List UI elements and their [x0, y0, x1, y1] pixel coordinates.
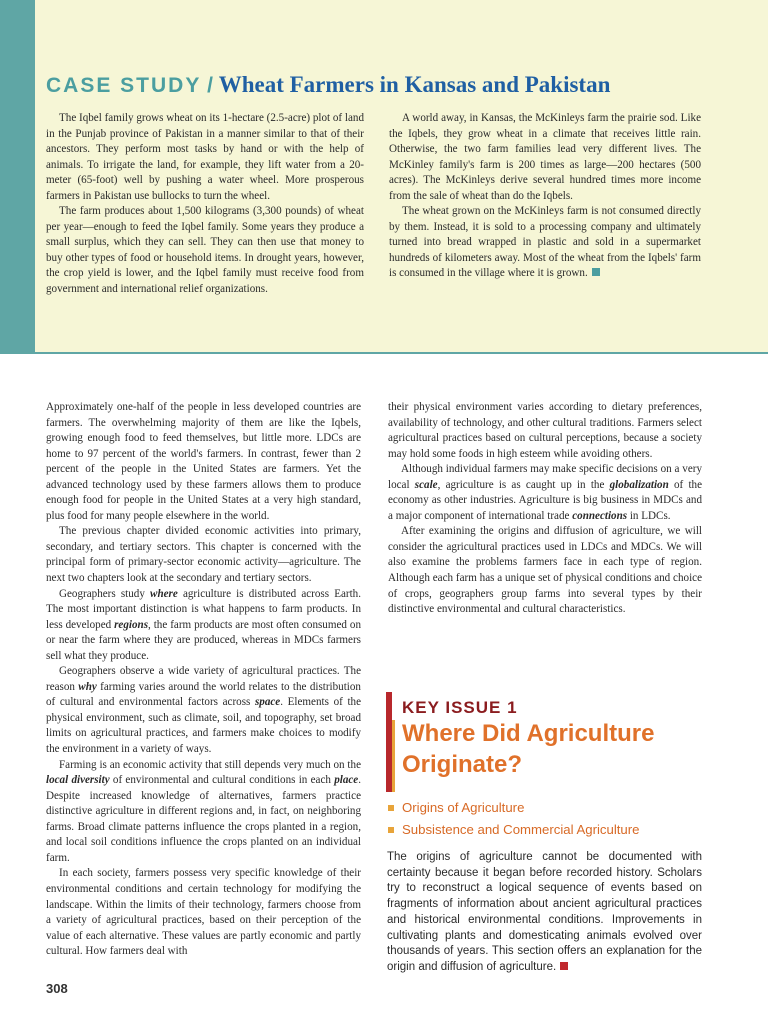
case-study-heading	[46, 70, 610, 101]
case-paragraph	[389, 204, 701, 282]
topic-item: Subsistence and Commercial Agriculture	[388, 819, 708, 841]
keyword-scale: scale	[414, 478, 438, 491]
keyword-why: why	[78, 680, 97, 693]
keyword-space: space	[254, 696, 281, 709]
body-paragraph: Although individual farmers may make specific decisions on a very local scale, agriculture is as caught up in the globalization of the economy as other industries. Agriculture is big business in MDCs and a major component of international trade connections in LDCs.	[388, 463, 703, 522]
teal-margin-bar	[0, 0, 35, 354]
keyword-where: where	[150, 587, 178, 600]
keyword-globalization: globalization	[609, 478, 669, 491]
end-mark-icon	[560, 962, 568, 970]
case-paragraph: The Iqbel family grows wheat on its 1-hectare (2.5-acre) plot of land in the Punjab province of Pakistan in a manner similar to that of their ancestors. They perform most tasks by hand or with the help of animals. To irrigate the land, for example, they lift water from a 20-meter (65-foot) well by pushing a water wheel. More prosperous farmers in Pakistan use bullocks to turn the wheel.	[46, 112, 364, 202]
body-paragraph: their physical environment varies according to dietary preferences, availability of technology, and other cultural traditions. Farmers select agricultural practices based on cultural perceptions, because a society may hold some foods in high esteem while avoiding others.	[388, 401, 702, 460]
topic-item: Origins of Agriculture	[388, 797, 708, 819]
heading-separator: /	[207, 74, 213, 97]
body-paragraph: After examining the origins and diffusion of agriculture, we will consider the agricultural practices used in LDCs and MDCs. We will also examine the problems farmers face in each type of region. Although each farm has a unique set of physical conditions and choice of crops, geographers group farms into several types by their distinctive environmental and cultural characteristics.	[388, 525, 702, 616]
square-bullet-icon	[388, 805, 394, 811]
case-study-right-column	[389, 111, 701, 282]
case-study-label: CASE STUDY	[46, 74, 202, 97]
case-paragraph-text: The wheat grown on the McKinleys farm is not consumed directly by them. Instead, it is sold to a processing company and ultimately turned into bread wrapped in plastic and sold in a supermarket hundreds of kilometers away. Most of the wheat from the Iqbels' farm is consumed in the village where it is grown.	[389, 205, 701, 280]
case-paragraph: A world away, in Kansas, the McKinleys farm the prairie sod. Like the Iqbels, they grow wheat in a climate that receives little rain. Otherwise, the two farm families lead very different lives. The McKinley family's farm is 200 times as large—200 hectares (500 acres). The McKinleys derive several hundred times more income from the sale of wheat than do the Iqbels.	[389, 112, 701, 202]
key-issue-label: KEY ISSUE 1	[402, 698, 518, 717]
body-paragraph: Farming is an economic activity that still depends very much on the local diversity of environmental and cultural conditions in each place. Despite increased knowledge of alternatives, farmers practice distinctive agriculture in different regions and, in fact, on neighboring farms. Broad climate patterns influence the crops planted in a region, and local soil conditions influence the crops planted on an individual farm.	[46, 758, 362, 864]
body-paragraph: In each society, farmers possess very specific knowledge of their environmental conditions and certain technology for modifying the landscape. Within the limits of their technology, farmers choose from a variety of agricultural practices, based on their perception of the value of each alternative. These values are partly economic and partly cultural. How farmers deal with	[46, 867, 361, 958]
case-study-left-column	[46, 111, 364, 298]
case-paragraph: The farm produces about 1,500 kilograms (3,300 pounds) of wheat per year—enough to feed the Iqbel family. Some years they produce a small surplus, which they can sell. They can then use that money to buy other types of food or household items. In drought years, however, the crop yield is lower, and the Iqbel family must receive food from government and international relief organizations.	[46, 205, 364, 296]
body-paragraph: The previous chapter divided economic activities into primary, secondary, and tertiary sectors. This chapter is concerned with the principal form of primary-sector economic activity—agriculture. The next two chapters look at the secondary and tertiary sectors.	[46, 525, 361, 585]
keyword-local-diversity: local diversity	[46, 774, 110, 787]
page-number: 308	[46, 981, 68, 996]
case-study-title: Wheat Farmers in Kansas and Pakistan	[218, 72, 611, 97]
key-issue-title: Where Did Agriculture Originate?	[402, 720, 655, 778]
keyword-regions: regions	[114, 618, 149, 631]
body-left-column	[46, 400, 361, 960]
body-paragraph: Geographers observe a wide variety of agricultural practices. The reason why farming varies around the world relates to the distribution of cultural and environmental factors across space. Elements of the physical environment, such as climate, soil, and topography, set broad limits on agricultural practices, and farmers make choices to modify the environment in a variety of ways.	[46, 665, 362, 756]
keyword-connections: connections	[572, 509, 628, 522]
key-issue-text: The origins of agriculture cannot be documented with certainty because it began before recorded history. Scholars try to reconstruct a logical sequence of events based on fragments of information about ancient agricultural practices and historical environmental conditions. Improvements in cultivating plants and domesticating animals evolved over thousands of years. This section offers an explanation for the origin and diffusion of agriculture.	[387, 851, 702, 973]
end-mark-icon	[592, 268, 600, 276]
body-paragraph: Approximately one-half of the people in less developed countries are farmers. The overwhelming majority of them are like the Iqbels, growing enough food to feed themselves, but little more. LDCs are home to 97 percent of the world's farmers. In contrast, fewer than 2 percent of the people in the United States are farmers. Yet the advanced technology used by these farmers allows them to produce enough food for people in the United States at a very high standard, plus food for many people elsewhere in the world.	[46, 401, 361, 522]
square-bullet-icon	[388, 827, 394, 833]
key-issue-topics	[388, 797, 708, 841]
body-right-column	[388, 400, 702, 618]
body-paragraph: Geographers study where agriculture is distributed across Earth. The most important distinction is what happens to farm products. In less developed regions, the farm products are most often consumed on or near the farm where they are produced, whereas in MDCs farmers sell what they produce.	[46, 587, 361, 662]
key-issue-gold-rule	[392, 720, 395, 792]
keyword-place: place	[334, 774, 359, 787]
